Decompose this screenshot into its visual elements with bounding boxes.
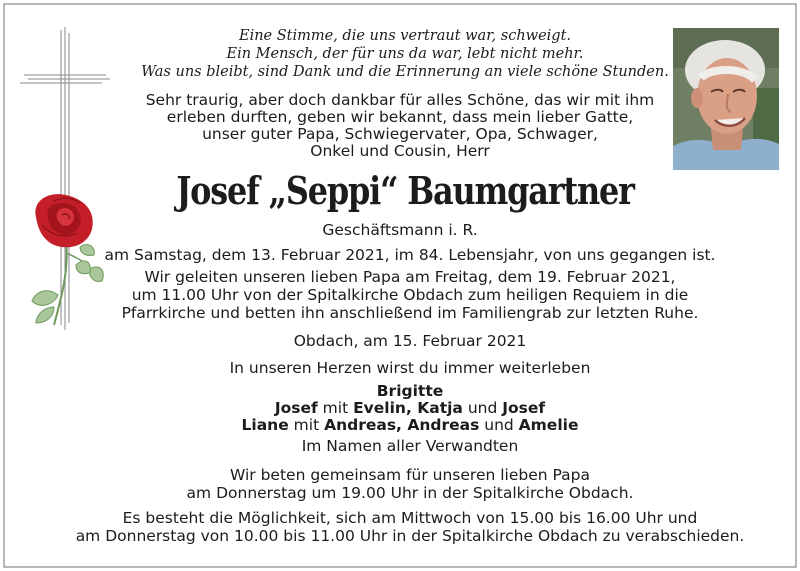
farewell-line: In unseren Herzen wirst du immer weiterleben — [229, 359, 591, 377]
family-row-3-daughter: Liane — [241, 416, 289, 434]
death-notice: am Samstag, dem 13. Februar 2021, im 84. Lebensjahr, von uns gegangen ist. — [104, 246, 716, 264]
poem-line-1: Eine Stimme, die uns vertraut war, schweigt. — [238, 28, 572, 44]
funeral-line-1: Wir geleiten unseren lieben Papa am Freitag, dem 19. Februar 2021, — [144, 268, 676, 286]
intro-line-4: Onkel und Cousin, Herr — [310, 142, 490, 160]
family-row-3-last: Amelie — [518, 416, 579, 434]
family-row-3-partners: Andreas, Andreas — [324, 416, 480, 434]
family-row-3-with: mit — [288, 416, 325, 434]
family-row-2 — [60, 399, 760, 417]
intro-line-3: unser guter Papa, Schwiegervater, Opa, Schwager, — [202, 125, 598, 143]
family-row-2-son: Josef — [274, 399, 318, 417]
place-date: Obdach, am 15. Februar 2021 — [293, 332, 527, 350]
deceased-title: Geschäftsmann i. R. — [322, 221, 478, 239]
poem-line-2: Ein Mensch, der für uns da war, lebt nicht mehr. — [226, 46, 584, 62]
family-row-2-with: mit — [317, 399, 354, 417]
family-wife: Brigitte — [376, 382, 444, 400]
poem-line-3: Was uns bleibt, sind Dank und die Erinnerung an viele schöne Stunden. — [141, 64, 669, 80]
funeral-line-2: um 11.00 Uhr von der Spitalkirche Obdach zum heiligen Requiem in die — [131, 286, 689, 304]
intro-line-1: Sehr traurig, aber doch dankbar für alles Schöne, das wir mit ihm — [145, 91, 655, 109]
viewing-line-1: Es besteht die Möglichkeit, sich am Mittwoch von 15.00 bis 16.00 Uhr und — [122, 509, 698, 527]
family-row-2-last: Josef — [502, 399, 546, 417]
viewing-line-2: am Donnerstag von 10.00 bis 11.00 Uhr in der Spitalkirche Obdach zu verabschieden. — [75, 527, 745, 545]
family-row-2-and: und — [462, 399, 503, 417]
family-row-2-partners: Evelin, Katja — [353, 399, 463, 417]
family-row-3-and: und — [479, 416, 519, 434]
prayer-line-2: am Donnerstag um 19.00 Uhr in der Spitalkirche Obdach. — [186, 484, 634, 502]
family-row-3 — [60, 416, 760, 434]
prayer-line-1: Wir beten gemeinsam für unseren lieben Papa — [230, 466, 590, 484]
family-relatives: Im Namen aller Verwandten — [301, 437, 519, 455]
deceased-name: Josef „Seppi“ Baumgartner — [176, 168, 634, 213]
funeral-line-3: Pfarrkirche und betten ihn anschließend im Familiengrab zur letzten Ruhe. — [121, 304, 699, 322]
intro-line-2: erleben durften, geben wir bekannt, dass mein lieber Gatte, — [166, 108, 634, 126]
